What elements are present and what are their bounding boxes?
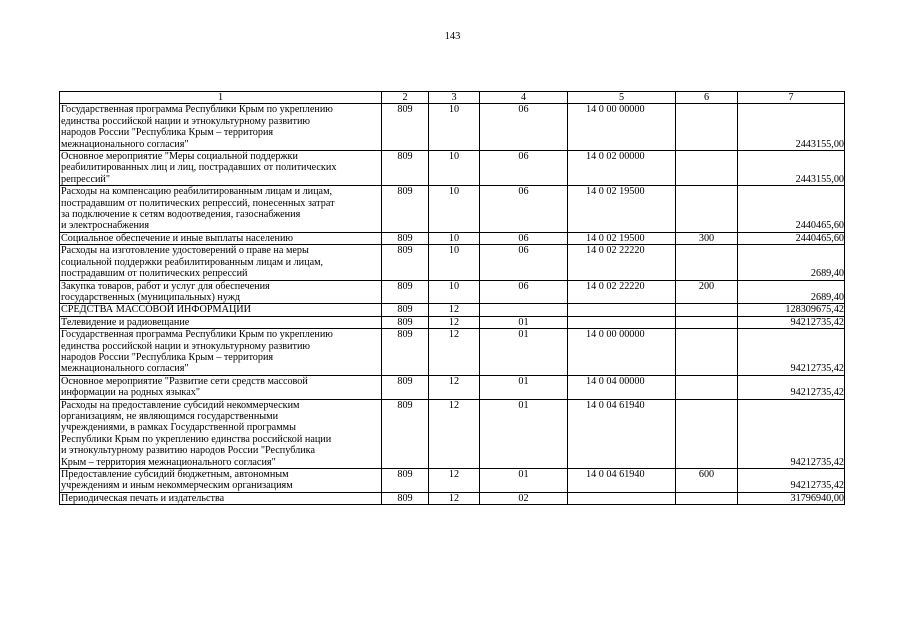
row-amount: 2443155,00 [738, 151, 845, 186]
table-row [60, 316, 845, 328]
description-line: и электроснабжения [61, 220, 150, 232]
row-subsection: 01 [480, 399, 568, 468]
row-expense-type: 600 [676, 469, 738, 493]
row-description [60, 399, 382, 468]
row-expense-type [676, 245, 738, 280]
row-section: 10 [429, 186, 480, 233]
row-target-article: 14 0 04 00000 [568, 375, 676, 399]
column-header-1: 1 [60, 92, 382, 104]
row-expense-type [676, 375, 738, 399]
description-line: организациям, не являющимся государственными [61, 410, 279, 422]
row-subsection: 06 [480, 151, 568, 186]
row-expense-type: 300 [676, 232, 738, 244]
description-line: Расходы на компенсацию реабилитированным лицам и лицам, [61, 186, 333, 198]
column-header-7: 7 [738, 92, 845, 104]
description-line: Предоставление субсидий бюджетным, автономным [61, 469, 289, 480]
row-subsection: 01 [480, 316, 568, 328]
row-amount: 94212735,42 [738, 329, 845, 376]
row-expense-type [676, 316, 738, 328]
description-line: межнационального согласия" [61, 363, 189, 375]
row-target-article: 14 0 02 00000 [568, 151, 676, 186]
row-code-2: 809 [382, 375, 429, 399]
row-subsection: 06 [480, 232, 568, 244]
row-amount: 2443155,00 [738, 104, 845, 151]
page-number: 143 [444, 31, 461, 42]
row-section: 12 [429, 399, 480, 468]
description-line: Социальное обеспечение и иные выплаты населению [61, 232, 294, 244]
row-description [60, 492, 382, 504]
row-target-article: 14 0 02 22220 [568, 280, 676, 304]
column-header-4: 4 [480, 92, 568, 104]
row-description [60, 232, 382, 244]
row-description [60, 329, 382, 376]
description-line: Периодическая печать и издательства [61, 492, 225, 504]
column-header-6: 6 [676, 92, 738, 104]
row-target-article [568, 492, 676, 504]
table-row [60, 304, 845, 316]
row-section: 10 [429, 104, 480, 151]
description-line: Основное мероприятие "Развитие сети средств массовой [61, 375, 308, 387]
row-target-article: 14 0 02 19500 [568, 232, 676, 244]
row-amount: 94212735,42 [738, 469, 845, 493]
description-line: Телевидение и радиовещание [61, 316, 190, 328]
description-line: учреждениям и иным некоммерческим организациям [61, 480, 293, 492]
row-subsection: 06 [480, 104, 568, 151]
table-row [60, 375, 845, 399]
description-line: Расходы на изготовление удостоверений о праве на меры [61, 245, 309, 257]
description-line: социальной поддержки реабилитированным лицам и лицам, [61, 256, 324, 268]
table-row [60, 186, 845, 233]
row-subsection: 01 [480, 329, 568, 376]
row-code-2: 809 [382, 492, 429, 504]
description-line: Крым – территория межнационального согласия" [61, 456, 276, 468]
description-line: информации на родных языках" [61, 387, 200, 399]
row-code-2: 809 [382, 186, 429, 233]
row-description [60, 469, 382, 493]
row-code-2: 809 [382, 399, 429, 468]
row-subsection: 06 [480, 245, 568, 280]
row-expense-type [676, 399, 738, 468]
description-line: Республики Крым по укреплению единства российской нации [61, 433, 332, 445]
description-line: народов России "Республика Крым – территория [61, 127, 274, 139]
description-line: Государственная программа Республики Крым по укреплению [61, 329, 333, 341]
table-row [60, 245, 845, 280]
row-target-article: 14 0 04 61940 [568, 469, 676, 493]
table-body [60, 92, 845, 505]
row-amount: 31796940,00 [738, 492, 845, 504]
row-section: 12 [429, 304, 480, 316]
row-description [60, 304, 382, 316]
row-description [60, 375, 382, 399]
row-subsection: 01 [480, 375, 568, 399]
row-section: 12 [429, 375, 480, 399]
table-row [60, 104, 845, 151]
row-code-2: 809 [382, 104, 429, 151]
description-line: Закупка товаров, работ и услуг для обеспечения [61, 280, 270, 292]
description-line: единства российской нации и этнокультурному развитию [61, 340, 311, 352]
column-header-5: 5 [568, 92, 676, 104]
row-code-2: 809 [382, 329, 429, 376]
description-line: учреждениями, в рамках Государственной программы [61, 422, 296, 434]
row-code-2: 809 [382, 304, 429, 316]
row-subsection [480, 304, 568, 316]
row-section: 12 [429, 329, 480, 376]
description-line: пострадавшим от политических репрессий [61, 268, 248, 280]
row-description [60, 151, 382, 186]
row-amount: 2689,40 [738, 280, 845, 304]
row-subsection: 06 [480, 186, 568, 233]
table-row [60, 469, 845, 493]
table-row [60, 399, 845, 468]
row-target-article: 14 0 02 19500 [568, 186, 676, 233]
description-line: народов России "Республика Крым – территория [61, 351, 274, 363]
column-header-3: 3 [429, 92, 480, 104]
row-target-article [568, 316, 676, 328]
table-row [60, 280, 845, 304]
row-section: 10 [429, 280, 480, 304]
row-expense-type [676, 104, 738, 151]
row-section: 12 [429, 492, 480, 504]
row-code-2: 809 [382, 245, 429, 280]
column-header-2: 2 [382, 92, 429, 104]
row-amount: 94212735,42 [738, 375, 845, 399]
row-code-2: 809 [382, 280, 429, 304]
row-target-article: 14 0 02 22220 [568, 245, 676, 280]
row-target-article [568, 304, 676, 316]
table-row [60, 329, 845, 376]
row-description [60, 316, 382, 328]
description-line: репрессий" [61, 173, 111, 185]
row-amount: 2440465,60 [738, 232, 845, 244]
description-line: единства российской нации и этнокультурному развитию [61, 115, 311, 127]
description-line: Расходы на предоставление субсидий некоммерческим [61, 399, 300, 411]
row-amount: 94212735,42 [738, 399, 845, 468]
row-expense-type [676, 304, 738, 316]
row-section: 10 [429, 232, 480, 244]
row-section: 12 [429, 469, 480, 493]
description-line: пострадавшим от политических репрессий, понесенных затрат [61, 197, 335, 209]
row-amount: 128309675,42 [738, 304, 845, 316]
row-description [60, 245, 382, 280]
row-section: 10 [429, 245, 480, 280]
description-line: Основное мероприятие "Меры социальной поддержки [61, 151, 298, 163]
description-line: реабилитированных лиц и лиц, пострадавших от политических [61, 162, 337, 174]
row-target-article: 14 0 00 00000 [568, 104, 676, 151]
row-section: 12 [429, 316, 480, 328]
description-line: за подключение к сетям водоотведения, газоснабжения [61, 209, 301, 221]
table-row [60, 232, 845, 244]
table-header-row [60, 92, 845, 104]
row-subsection: 06 [480, 280, 568, 304]
row-expense-type [676, 186, 738, 233]
row-target-article: 14 0 00 00000 [568, 329, 676, 376]
row-code-2: 809 [382, 316, 429, 328]
row-code-2: 809 [382, 469, 429, 493]
row-section: 10 [429, 151, 480, 186]
table-row [60, 492, 845, 504]
row-amount: 2689,40 [738, 245, 845, 280]
row-expense-type [676, 329, 738, 376]
row-subsection: 02 [480, 492, 568, 504]
table-row [60, 151, 845, 186]
row-description [60, 186, 382, 233]
row-expense-type: 200 [676, 280, 738, 304]
row-description [60, 280, 382, 304]
description-line: межнационального согласия" [61, 138, 189, 150]
description-line: СРЕДСТВА МАССОВОЙ ИНФОРМАЦИИ [61, 304, 252, 316]
row-code-2: 809 [382, 232, 429, 244]
budget-table [59, 91, 845, 505]
row-amount: 2440465,60 [738, 186, 845, 233]
description-line: Государственная программа Республики Крым по укреплению [61, 104, 333, 116]
row-target-article: 14 0 04 61940 [568, 399, 676, 468]
row-code-2: 809 [382, 151, 429, 186]
row-amount: 94212735,42 [738, 316, 845, 328]
row-expense-type [676, 151, 738, 186]
row-subsection: 01 [480, 469, 568, 493]
row-description [60, 104, 382, 151]
description-line: и этнокультурному развитию народов России "Республика [61, 445, 316, 457]
row-expense-type [676, 492, 738, 504]
description-line: государственных (муниципальных) нужд [61, 291, 241, 303]
